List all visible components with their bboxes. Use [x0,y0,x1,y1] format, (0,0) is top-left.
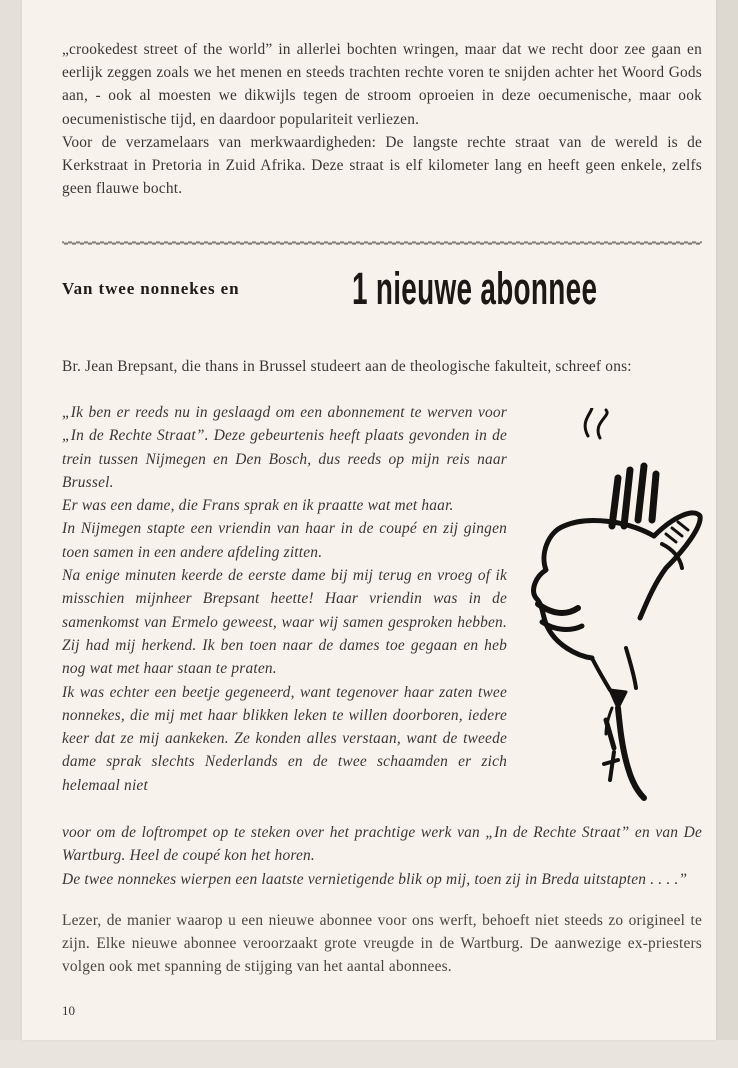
letter-paragraph: De twee nonnekes wierpen een laatste vernietigende blik op mij, toen zij in Breda uitstapten . . . .” [62,870,688,888]
intro-line: Br. Jean Brepsant, die thans in Brussel studeert aan de theologische fakulteit, schreef ons: [62,358,632,375]
page-number: 10 [62,1003,75,1018]
page-edge-shadow [716,0,738,1068]
letter-paragraph: In Nijmegen stapte een vriendin van haar in de coupé en zij gingen toen samen in een andere afdeling zitten. [62,520,507,561]
heading-big-text: 1 nieuwe abonnee [352,263,598,314]
letter-introduction [62,355,702,378]
page-bottom-shadow [0,1040,738,1068]
letter-paragraph: Er was een dame, die Frans sprak en ik praatte wat met haar. [62,497,454,515]
intro-paragraph: Voor de verzamelaars van merkwaardigheden: De langste rechte straat van de wereld is de Kerkstraat in Pretoria in Zuid Afrika. Deze straat is elf kilometer lang en heeft geen enkele, zelfs geen flauwe bocht. [62,133,702,198]
letter-paragraph: Na enige minuten keerde de eerste dame bij mij terug en vroeg of ik misschien mijnheer Brepsant heette! Haar vriendin was in de samenkomst van Ermelo geweest, waar wij samen gesproken hebben. Zij had mij herkend. Ik ben toen naar de dames toe gegaan en heb nog wat met haar staan te praten. [62,567,507,678]
outro-text: Lezer, de manier waarop u een nieuwe abonnee voor ons werft, behoeft niet steeds zo origineel te zijn. Elke nieuwe abonnee veroorzaakt grote vreugde in de Wartburg. De aanwezige ex-priesters volgen ook met spanning de stijging van het aantal abonnees. [62,912,702,976]
letter-quote-wide [62,821,702,891]
letter-paragraph: voor om de loftrompet op te steken over het prachtige werk van „In de Rechte Straat” en van De Wartburg. Heel de coupé kon het horen. [62,824,702,865]
intro-paragraph: „crookedest street of the world” in allerlei bochten wringen, maar dat we recht door zee gaan en eerlijk zeggen zoals we het menen en steeds trachten rechte voren te snijden achter het Woord Gods aan, - ook al moesten we dikwijls tegen de stroom oproeien in deze oecumenische, maar ook oecumenistische tijd, en daardoor populariteit verliezen. [62,41,702,128]
heading-small-text: Van twee nonnekes en [62,279,240,298]
nun-cartoon-icon [526,408,704,803]
letter-paragraph: Ik was echter een beetje gegeneerd, want tegenover haar zaten twee nonnekes, die mij met haar blikken leken te willen doorboren, iedere keer dat ze mij aankeken. Ze konden alles verstaan, want de tweede dame sprak slechts Nederlands en de twee schaamden er zich helemaal niet [62,683,507,794]
letter-paragraph: „Ik ben er reeds nu in geslaagd om een abonnement te werven voor „In de Rechte Straat”. Deze gebeurtenis heeft plaats gevonden in de trein tussen Nijmegen en Den Bosch, dus reeds op mijn reis naar Brussel. [62,404,507,491]
document-page [22,0,716,1040]
closing-paragraph [62,909,702,979]
intro-section [62,38,702,200]
letter-quote-narrow [62,401,507,797]
wavy-divider [62,240,702,246]
